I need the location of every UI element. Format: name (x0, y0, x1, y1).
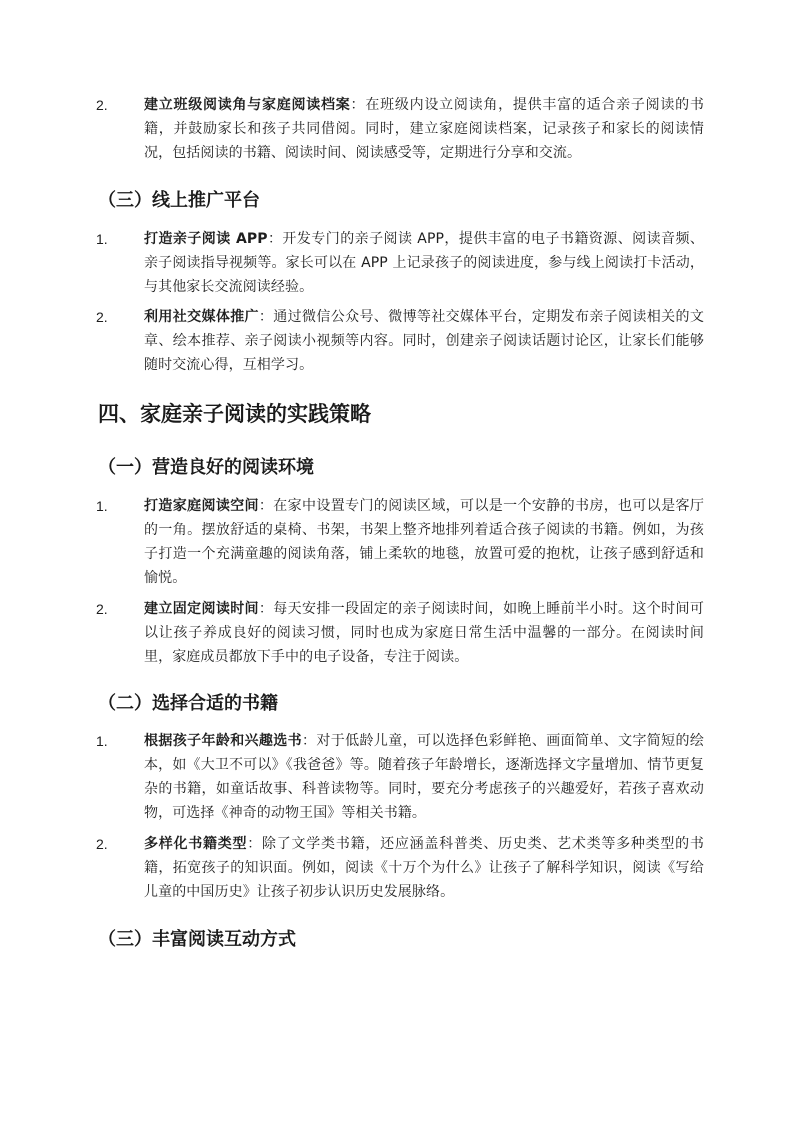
list-item-body: 对于低龄儿童，可以选择色彩鲜艳、画面简单、文字简短的绘本，如《大卫不可以》《我爸爸》等。随着孩子年龄增长，逐渐选择文字量增加、情节更复杂的书籍，如童话故事、科普读物等。同时，要充分考虑孩子的兴趣爱好，若孩子喜欢动物，可选择《神奇的动物王国》等相关书籍。 (144, 733, 704, 821)
list-item-title: 根据孩子年龄和兴趣选书 (144, 733, 303, 749)
list-item-body: 开发专门的亲子阅读 APP，提供丰富的电子书籍资源、阅读音频、亲子阅读指导视频等。家长可以在 APP 上记录孩子的阅读进度，参与线上阅读打卡活动，与其他家长交流阅读经验。 (144, 231, 704, 295)
section-heading: （三）丰富阅读互动方式 (98, 929, 296, 950)
list-number: 2. (96, 97, 108, 113)
list-item-body: 除了文学类书籍，还应涵盖科普类、历史类、艺术类等多种类型的书籍，拓宽孩子的知识面。例如，阅读《十万个为什么》让孩子了解科学知识，阅读《写给儿童的中国历史》让孩子初步认识历史发展脉络。 (144, 836, 705, 900)
list-item-title: 建立固定阅读时间 (144, 601, 259, 617)
list-number: 1. (96, 733, 108, 749)
section-heading: （三）线上推广平台 (98, 190, 260, 211)
list-item-text (144, 597, 704, 669)
list-item-separator: ： (247, 836, 263, 852)
list-item-body: 在家中设置专门的阅读区域，可以是一个安静的书房，也可以是客厅的一角。摆放舒适的桌椅、书架，书架上整齐地排列着适合孩子阅读的书籍。例如，为孩子打造一个充满童趣的阅读角落，铺上柔软的地毯，放置可爱的抱枕，让孩子感到舒适和愉悦。 (144, 498, 704, 586)
list-item-text (144, 305, 704, 377)
list-item-separator: ： (267, 231, 283, 247)
list-item-body: 在班级内设立阅读角，提供丰富的适合亲子阅读的书籍，并鼓励家长和孩子共同借阅。同时，建立家庭阅读档案，记录孩子和家长的阅读情况，包括阅读的书籍、阅读时间、阅读感受等，定期进行分享和交流。 (144, 97, 704, 161)
section-heading: （一）营造良好的阅读环境 (98, 457, 314, 478)
list-item-separator: ： (258, 601, 274, 617)
list-item-text (144, 93, 704, 165)
chapter-heading: 四、家庭亲子阅读的实践策略 (98, 402, 371, 426)
list-number: 2. (96, 309, 108, 325)
list-item-title: 打造家庭阅读空间 (144, 498, 259, 514)
list-number: 1. (96, 498, 108, 514)
list-item-separator: ： (258, 309, 274, 325)
section-heading: （二）选择合适的书籍 (98, 693, 278, 714)
list-item-separator: ： (302, 733, 317, 749)
list-item-text (144, 227, 704, 299)
list-item-title: 打造亲子阅读 APP (144, 231, 268, 247)
list-item-text (144, 832, 704, 904)
list-item-body: 每天安排一段固定的亲子阅读时间，如晚上睡前半小时。这个时间可以让孩子养成良好的阅读习惯，同时也成为家庭日常生活中温馨的一部分。在阅读时间里，家庭成员都放下手中的电子设备，专注于阅读。 (144, 601, 704, 665)
list-item-separator: ： (350, 97, 366, 113)
list-item-title: 多样化书籍类型 (144, 836, 248, 852)
list-number: 1. (96, 231, 108, 247)
list-item-text (144, 494, 704, 590)
list-number: 2. (96, 836, 108, 852)
list-item-title: 建立班级阅读角与家庭阅读档案 (144, 97, 351, 113)
list-item-separator: ： (258, 498, 274, 514)
list-item-title: 利用社交媒体推广 (144, 309, 259, 325)
list-number: 2. (96, 601, 108, 617)
list-item-body: 通过微信公众号、微博等社交媒体平台，定期发布亲子阅读相关的文章、绘本推荐、亲子阅读小视频等内容。同时，创建亲子阅读话题讨论区，让家长们能够随时交流心得，互相学习。 (144, 309, 704, 373)
list-item-text (144, 729, 704, 825)
